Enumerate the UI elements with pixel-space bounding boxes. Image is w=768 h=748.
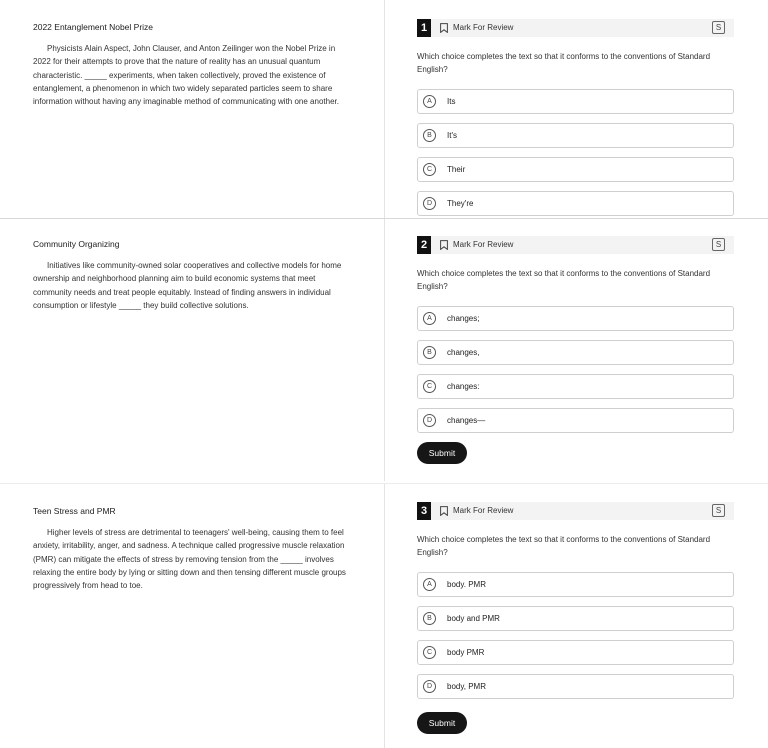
question-number: 2 <box>417 236 431 254</box>
mark-for-review-button[interactable]: Mark For Review <box>453 240 514 249</box>
question-prompt: Which choice completes the text so that it conforms to the conventions of Standard English? <box>417 52 711 75</box>
choice-text: body PMR <box>447 647 485 657</box>
pane-divider <box>384 219 385 481</box>
strikethrough-abc-icon[interactable]: S <box>712 238 725 251</box>
question-header <box>417 502 734 520</box>
choice-letter-circle: A <box>423 95 436 108</box>
answer-choice-c[interactable] <box>417 640 734 665</box>
choice-letter-circle: C <box>423 380 436 393</box>
choice-text: Their <box>447 164 466 174</box>
submit-button[interactable]: Submit <box>417 712 467 734</box>
choice-letter-circle: D <box>423 414 436 427</box>
passage-panel <box>33 506 351 592</box>
choice-text: Its <box>447 96 456 106</box>
question-number: 3 <box>417 502 431 520</box>
strikethrough-abc-icon[interactable]: S <box>712 21 725 34</box>
choice-text: changes; <box>447 313 480 323</box>
question-panel <box>417 502 734 734</box>
passage-text: Physicists Alain Aspect, John Clauser, and Anton Zeilinger won the Nobel Prize in 2022 for their attempts to prove that the nature of reality has an unusual quantum characteristic. _____ experiments, when taken collectively, proved the existence of entanglement, a phenomenon in which two widely separated particles seem to share information without having any imaginable method of communicating with one another. <box>33 44 339 107</box>
bookmark-icon[interactable] <box>440 240 448 250</box>
pane-divider <box>384 0 385 218</box>
choice-letter-circle: D <box>423 680 436 693</box>
choice-letter-circle: B <box>423 346 436 359</box>
choice-letter-circle: B <box>423 129 436 142</box>
passage-text: Higher levels of stress are detrimental to teenagers' well-being, causing them to feel anxiety, irritability, anger, and sadness. A technique called progressive muscle relaxation (PMR) can mitigate the effects of stress by removing tension from the _____ involves relaxing the entire body by lying or sitting down and then tensing different muscle groups progressively from head to toe. <box>33 528 346 591</box>
choice-text: changes: <box>447 381 480 391</box>
choice-text: It's <box>447 130 457 140</box>
answer-choice-d[interactable] <box>417 674 734 699</box>
question-prompt: Which choice completes the text so that it conforms to the conventions of Standard English? <box>417 269 711 292</box>
choice-text: changes— <box>447 415 486 425</box>
choice-letter-circle: A <box>423 312 436 325</box>
passage-panel <box>33 239 351 312</box>
answer-choice-d[interactable] <box>417 408 734 433</box>
choice-text: They're <box>447 198 474 208</box>
answer-choice-b[interactable] <box>417 606 734 631</box>
question-block-2 <box>0 219 768 481</box>
question-prompt: Which choice completes the text so that it conforms to the conventions of Standard English? <box>417 535 711 558</box>
passage-title: Teen Stress and PMR <box>33 506 116 516</box>
passage-title: Community Organizing <box>33 239 120 249</box>
strikethrough-abc-icon[interactable]: S <box>712 504 725 517</box>
answer-choice-a[interactable] <box>417 572 734 597</box>
choice-text: changes, <box>447 347 480 357</box>
choice-letter-circle: D <box>423 197 436 210</box>
passage-text: Initiatives like community-owned solar cooperatives and collective models for home ownership and neighborhood planning aim to build economic systems that meet community needs and treat people equitably. Instead of finding answers in individual consumption or lifestyle _____ they build collective solutions. <box>33 261 342 310</box>
choice-text: body, PMR <box>447 681 486 691</box>
answer-choice-c[interactable] <box>417 157 734 182</box>
answer-choice-a[interactable] <box>417 89 734 114</box>
choice-letter-circle: B <box>423 612 436 625</box>
submit-button[interactable]: Submit <box>417 442 467 464</box>
choice-text: body. PMR <box>447 579 486 589</box>
answer-choice-a[interactable] <box>417 306 734 331</box>
choice-letter-circle: C <box>423 163 436 176</box>
question-panel <box>417 236 734 464</box>
choice-letter-circle: C <box>423 646 436 659</box>
question-header <box>417 19 734 37</box>
bookmark-icon[interactable] <box>440 23 448 33</box>
choice-letter-circle: A <box>423 578 436 591</box>
answer-choice-b[interactable] <box>417 123 734 148</box>
passage-panel <box>33 22 351 108</box>
mark-for-review-button[interactable]: Mark For Review <box>453 23 514 32</box>
question-header <box>417 236 734 254</box>
question-block-3 <box>0 483 768 748</box>
answer-choice-b[interactable] <box>417 340 734 365</box>
question-number: 1 <box>417 19 431 37</box>
choice-text: body and PMR <box>447 613 500 623</box>
answer-choice-d[interactable] <box>417 191 734 216</box>
passage-title: 2022 Entanglement Nobel Prize <box>33 22 154 32</box>
pane-divider <box>384 484 385 748</box>
answer-choice-c[interactable] <box>417 374 734 399</box>
mark-for-review-button[interactable]: Mark For Review <box>453 506 514 515</box>
bookmark-icon[interactable] <box>440 506 448 516</box>
question-panel <box>417 19 734 225</box>
question-block-1 <box>0 0 768 219</box>
